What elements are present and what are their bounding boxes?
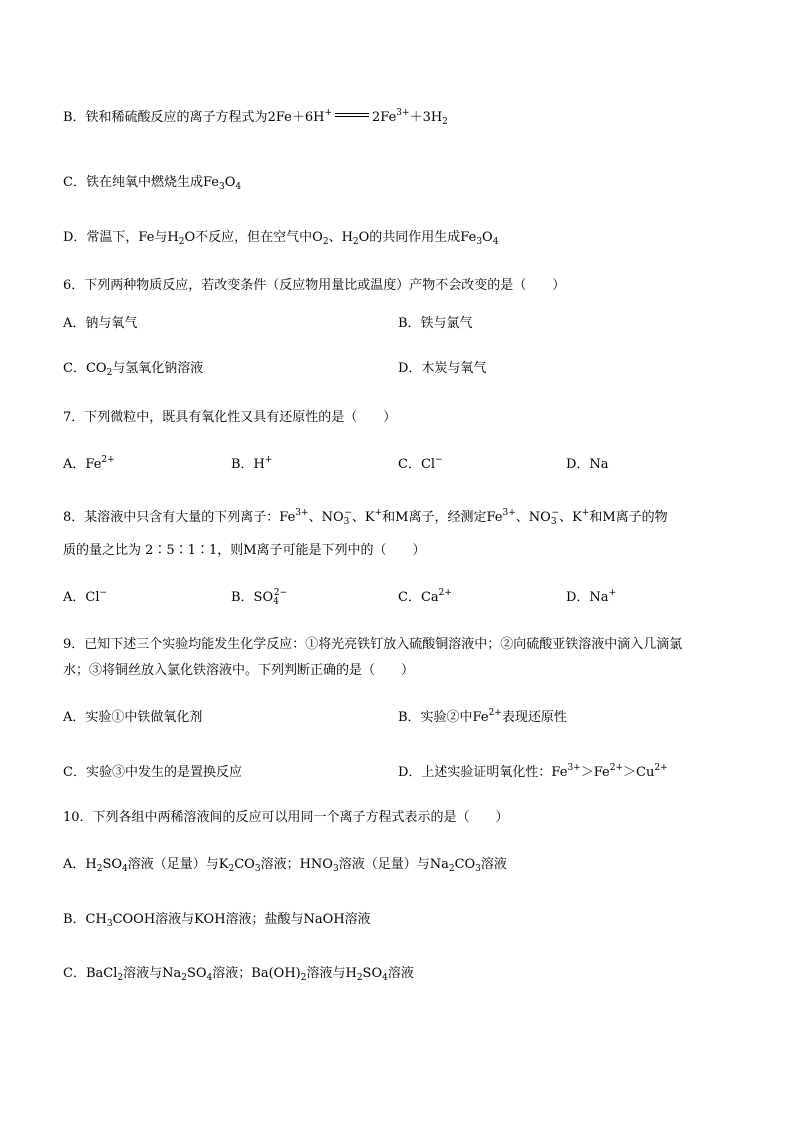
option-9d: D．上述实验证明氧化性：$Fe^{3+}>Fe^{2+}>Cu^{2+}$: [398, 763, 668, 780]
option-10b: B．$CH_3COOH$溶液与KOH溶液；盐酸与NaOH溶液: [63, 912, 371, 929]
option-6b: B．铁与氯气: [398, 316, 473, 331]
option-6d: D．木炭与氧气: [398, 361, 487, 376]
question-10-stem: 10．下列各组中两稀溶液间的反应可以用同一个离子方程式表示的是（ ）: [63, 810, 509, 825]
question-7-stem: 7．下列微粒中，既具有氧化性又具有还原性的是（ ）: [63, 410, 397, 425]
option-7c: C．Cl−: [398, 455, 443, 472]
equation-equals-sign: [335, 113, 369, 117]
option-5d: D．常温下，Fe与$H_2O$不反应，但在空气中$O_2$、$H_2O$的共同作用生成$Fe_3O_4$: [63, 230, 499, 247]
option-5b: B．铁和稀硫酸反应的离子方程式为2Fe＋6H+ $2Fe^{3+}+3H_2$: [63, 108, 448, 127]
option-9c: C．实验③中发生的是置换反应: [63, 765, 242, 780]
option-6c: C．$CO_2$与氢氧化钠溶液: [63, 361, 204, 378]
question-6-stem: 6．下列两种物质反应，若改变条件（反应物用量比或温度）产物不会改变的是（ ）: [63, 278, 566, 293]
option-9b: B．实验②中$Fe^{2+}$表现还原性: [398, 708, 567, 725]
question-9-stem-line2: 水；③将铜丝放入氯化铁溶液中。下列判断正确的是（ ）: [63, 663, 415, 678]
option-8d: D．Na+: [566, 588, 617, 605]
option-7a: A．$Fe^{2+}$: [63, 455, 115, 472]
option-6a: A．钠与氧气: [63, 316, 138, 331]
option-9a: A．实验①中铁做氧化剂: [63, 710, 203, 725]
option-8c: C．$Ca^{2+}$: [398, 588, 452, 605]
option-8a: A．Cl−: [63, 588, 108, 605]
option-5c: C．铁在纯氧中燃烧生成$Fe_3O_4$: [63, 175, 242, 192]
option-10a: A．$H_2SO_4$溶液（足量）与$K_2CO_3$溶液；$HNO_3$溶液（足量）与$Na_2CO_3$溶液: [63, 857, 507, 874]
option-7b: B．H+: [231, 455, 273, 472]
option-10c: C．BaCl$_2$溶液与$Na_2SO_4$溶液；$Ba(OH)_2$溶液与$H_2SO_4$溶液: [63, 966, 414, 983]
option-8b: B．$SO_4^{2-}$: [231, 588, 288, 607]
question-9-stem-line1: 9．已知下述三个实验均能发生化学反应：①将光亮铁钉放入硫酸铜溶液中；②向硫酸亚铁溶液中滴入几滴氯: [63, 637, 683, 652]
option-7d: D．Na: [566, 457, 609, 472]
question-8-stem-line2: 质的量之比为 2∶5∶1∶1，则M离子可能是下列中的（ ）: [63, 543, 426, 558]
question-8-stem-line1: 8．某溶液中只含有大量的下列离子：$Fe^{3+}$、$NO_3^-$、K+和M离子，经测定$Fe^{3+}$、$NO_3^-$、K+和M离子的物: [63, 508, 668, 527]
